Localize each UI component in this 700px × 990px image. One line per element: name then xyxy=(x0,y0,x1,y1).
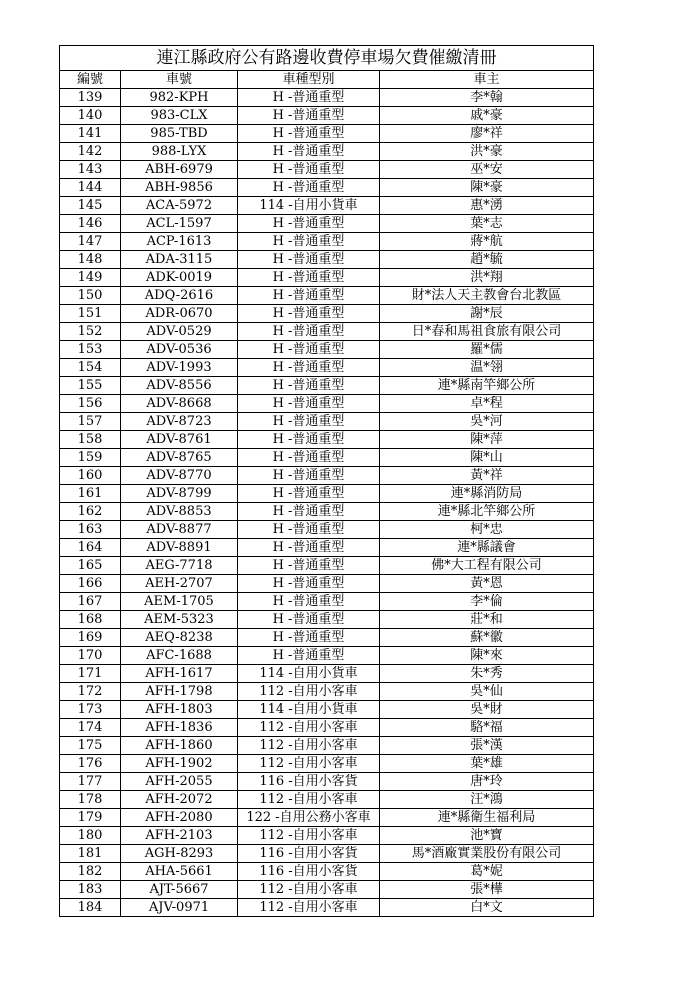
cell-owner: 柯*忠 xyxy=(380,521,594,539)
cell-owner: 連*縣消防局 xyxy=(380,485,594,503)
cell-number: 181 xyxy=(60,845,121,863)
table-row xyxy=(60,755,594,773)
cell-vehicle-type: H -普通重型 xyxy=(238,557,380,575)
cell-owner: 廖*祥 xyxy=(380,125,594,143)
cell-plate: ACA-5972 xyxy=(121,197,238,215)
table-body xyxy=(60,89,594,917)
cell-vehicle-type: H -普通重型 xyxy=(238,611,380,629)
cell-owner: 巫*安 xyxy=(380,161,594,179)
table-row xyxy=(60,719,594,737)
cell-plate: AFH-1860 xyxy=(121,737,238,755)
cell-vehicle-type: 114 -自用小貨車 xyxy=(238,197,380,215)
cell-number: 169 xyxy=(60,629,121,647)
table-row xyxy=(60,107,594,125)
cell-plate: AFH-1798 xyxy=(121,683,238,701)
cell-plate: 988-LYX xyxy=(121,143,238,161)
cell-owner: 連*縣衛生福利局 xyxy=(380,809,594,827)
cell-vehicle-type: 116 -自用小客貨 xyxy=(238,863,380,881)
cell-number: 177 xyxy=(60,773,121,791)
cell-number: 146 xyxy=(60,215,121,233)
cell-plate: AFH-1617 xyxy=(121,665,238,683)
cell-owner: 葉*雄 xyxy=(380,755,594,773)
cell-owner: 吳*財 xyxy=(380,701,594,719)
cell-vehicle-type: H -普通重型 xyxy=(238,359,380,377)
cell-plate: ABH-6979 xyxy=(121,161,238,179)
cell-owner: 陳*來 xyxy=(380,647,594,665)
cell-number: 173 xyxy=(60,701,121,719)
cell-plate: ADK-0019 xyxy=(121,269,238,287)
document-title: 連江縣政府公有路邊收費停車場欠費催繳清冊 xyxy=(60,46,594,71)
cell-number: 174 xyxy=(60,719,121,737)
table-row xyxy=(60,449,594,467)
table-row xyxy=(60,575,594,593)
cell-vehicle-type: 112 -自用小客車 xyxy=(238,827,380,845)
cell-vehicle-type: H -普通重型 xyxy=(238,413,380,431)
cell-owner: 黃*恩 xyxy=(380,575,594,593)
cell-plate: AFH-1803 xyxy=(121,701,238,719)
cell-number: 152 xyxy=(60,323,121,341)
cell-vehicle-type: H -普通重型 xyxy=(238,143,380,161)
cell-plate: AFH-2103 xyxy=(121,827,238,845)
cell-number: 175 xyxy=(60,737,121,755)
cell-number: 140 xyxy=(60,107,121,125)
cell-number: 144 xyxy=(60,179,121,197)
table-row xyxy=(60,413,594,431)
cell-vehicle-type: 112 -自用小客車 xyxy=(238,791,380,809)
table-row xyxy=(60,485,594,503)
cell-plate: AFC-1688 xyxy=(121,647,238,665)
cell-plate: AHA-5661 xyxy=(121,863,238,881)
cell-vehicle-type: H -普通重型 xyxy=(238,503,380,521)
table-row xyxy=(60,845,594,863)
cell-owner: 蔣*航 xyxy=(380,233,594,251)
cell-number: 143 xyxy=(60,161,121,179)
cell-owner: 佛*大工程有限公司 xyxy=(380,557,594,575)
cell-number: 164 xyxy=(60,539,121,557)
cell-owner: 惠*湧 xyxy=(380,197,594,215)
cell-vehicle-type: H -普通重型 xyxy=(238,161,380,179)
cell-vehicle-type: H -普通重型 xyxy=(238,395,380,413)
cell-plate: AGH-8293 xyxy=(121,845,238,863)
cell-number: 145 xyxy=(60,197,121,215)
table-row xyxy=(60,143,594,161)
cell-number: 160 xyxy=(60,467,121,485)
cell-vehicle-type: 116 -自用小客貨 xyxy=(238,773,380,791)
table-row xyxy=(60,863,594,881)
header-row xyxy=(60,71,594,89)
cell-owner: 連*縣議會 xyxy=(380,539,594,557)
table-row xyxy=(60,395,594,413)
cell-number: 156 xyxy=(60,395,121,413)
table-row xyxy=(60,701,594,719)
cell-vehicle-type: H -普通重型 xyxy=(238,449,380,467)
cell-owner: 卓*程 xyxy=(380,395,594,413)
cell-plate: ADV-1993 xyxy=(121,359,238,377)
cell-plate: AFH-1902 xyxy=(121,755,238,773)
cell-plate: ACP-1613 xyxy=(121,233,238,251)
cell-owner: 葛*妮 xyxy=(380,863,594,881)
cell-number: 180 xyxy=(60,827,121,845)
cell-plate: ADQ-2616 xyxy=(121,287,238,305)
cell-owner: 温*翎 xyxy=(380,359,594,377)
arrears-table xyxy=(59,45,594,917)
cell-plate: ADV-8877 xyxy=(121,521,238,539)
cell-vehicle-type: H -普通重型 xyxy=(238,287,380,305)
cell-vehicle-type: H -普通重型 xyxy=(238,125,380,143)
cell-number: 159 xyxy=(60,449,121,467)
header-vehicle-type: 車種型別 xyxy=(238,71,380,89)
cell-number: 153 xyxy=(60,341,121,359)
table-row xyxy=(60,215,594,233)
cell-number: 162 xyxy=(60,503,121,521)
table-row xyxy=(60,557,594,575)
cell-plate: ADV-0536 xyxy=(121,341,238,359)
cell-number: 184 xyxy=(60,899,121,917)
arrears-register-sheet xyxy=(59,45,593,917)
cell-vehicle-type: H -普通重型 xyxy=(238,467,380,485)
cell-owner: 池*寶 xyxy=(380,827,594,845)
cell-vehicle-type: 112 -自用小客車 xyxy=(238,719,380,737)
cell-number: 170 xyxy=(60,647,121,665)
cell-owner: 羅*儒 xyxy=(380,341,594,359)
cell-owner: 日*春和馬祖食旅有限公司 xyxy=(380,323,594,341)
table-row xyxy=(60,359,594,377)
cell-number: 161 xyxy=(60,485,121,503)
cell-owner: 駱*福 xyxy=(380,719,594,737)
cell-number: 142 xyxy=(60,143,121,161)
cell-number: 165 xyxy=(60,557,121,575)
table-row xyxy=(60,809,594,827)
cell-plate: 985-TBD xyxy=(121,125,238,143)
cell-vehicle-type: 114 -自用小貨車 xyxy=(238,701,380,719)
cell-plate: AFH-2055 xyxy=(121,773,238,791)
cell-number: 151 xyxy=(60,305,121,323)
cell-plate: ACL-1597 xyxy=(121,215,238,233)
cell-number: 150 xyxy=(60,287,121,305)
cell-vehicle-type: H -普通重型 xyxy=(238,377,380,395)
table-row xyxy=(60,251,594,269)
table-row xyxy=(60,233,594,251)
cell-number: 172 xyxy=(60,683,121,701)
cell-vehicle-type: H -普通重型 xyxy=(238,647,380,665)
table-row xyxy=(60,503,594,521)
cell-owner: 洪*翔 xyxy=(380,269,594,287)
cell-owner: 陳*豪 xyxy=(380,179,594,197)
table-row xyxy=(60,665,594,683)
table-row xyxy=(60,377,594,395)
cell-owner: 吳*仙 xyxy=(380,683,594,701)
table-row xyxy=(60,737,594,755)
cell-number: 163 xyxy=(60,521,121,539)
cell-number: 139 xyxy=(60,89,121,107)
cell-plate: AEM-1705 xyxy=(121,593,238,611)
cell-number: 157 xyxy=(60,413,121,431)
cell-number: 179 xyxy=(60,809,121,827)
table-row xyxy=(60,611,594,629)
cell-plate: ADV-8723 xyxy=(121,413,238,431)
cell-number: 154 xyxy=(60,359,121,377)
cell-owner: 葉*志 xyxy=(380,215,594,233)
cell-owner: 馬*酒廠實業股份有限公司 xyxy=(380,845,594,863)
cell-number: 176 xyxy=(60,755,121,773)
table-row xyxy=(60,791,594,809)
cell-number: 168 xyxy=(60,611,121,629)
cell-vehicle-type: 114 -自用小貨車 xyxy=(238,665,380,683)
cell-number: 158 xyxy=(60,431,121,449)
cell-vehicle-type: H -普通重型 xyxy=(238,233,380,251)
cell-plate: ADA-3115 xyxy=(121,251,238,269)
cell-plate: AJV-0971 xyxy=(121,899,238,917)
cell-number: 148 xyxy=(60,251,121,269)
header-plate: 車號 xyxy=(121,71,238,89)
table-row xyxy=(60,269,594,287)
cell-owner: 洪*豪 xyxy=(380,143,594,161)
cell-number: 178 xyxy=(60,791,121,809)
table-row xyxy=(60,287,594,305)
cell-owner: 李*翰 xyxy=(380,89,594,107)
cell-plate: 983-CLX xyxy=(121,107,238,125)
table-row xyxy=(60,683,594,701)
cell-plate: AEM-5323 xyxy=(121,611,238,629)
cell-number: 166 xyxy=(60,575,121,593)
cell-owner: 李*倫 xyxy=(380,593,594,611)
cell-vehicle-type: H -普通重型 xyxy=(238,341,380,359)
cell-plate: AFH-1836 xyxy=(121,719,238,737)
cell-number: 167 xyxy=(60,593,121,611)
cell-owner: 蘇*徽 xyxy=(380,629,594,647)
table-row xyxy=(60,125,594,143)
cell-owner: 張*樺 xyxy=(380,881,594,899)
cell-owner: 張*漢 xyxy=(380,737,594,755)
cell-vehicle-type: H -普通重型 xyxy=(238,539,380,557)
cell-plate: ADV-8761 xyxy=(121,431,238,449)
table-row xyxy=(60,179,594,197)
cell-owner: 趙*毓 xyxy=(380,251,594,269)
table-row xyxy=(60,647,594,665)
cell-vehicle-type: 112 -自用小客車 xyxy=(238,899,380,917)
cell-owner: 連*縣北竿鄉公所 xyxy=(380,503,594,521)
cell-vehicle-type: 122 -自用公務小客車 xyxy=(238,809,380,827)
cell-vehicle-type: H -普通重型 xyxy=(238,431,380,449)
table-row xyxy=(60,341,594,359)
cell-number: 171 xyxy=(60,665,121,683)
cell-vehicle-type: 112 -自用小客車 xyxy=(238,683,380,701)
cell-plate: ADV-8668 xyxy=(121,395,238,413)
cell-vehicle-type: H -普通重型 xyxy=(238,521,380,539)
cell-vehicle-type: 112 -自用小客車 xyxy=(238,881,380,899)
cell-plate: AEQ-8238 xyxy=(121,629,238,647)
cell-plate: ADV-8770 xyxy=(121,467,238,485)
cell-owner: 白*文 xyxy=(380,899,594,917)
cell-owner: 陳*萍 xyxy=(380,431,594,449)
cell-number: 147 xyxy=(60,233,121,251)
cell-owner: 莊*和 xyxy=(380,611,594,629)
table-row xyxy=(60,593,594,611)
cell-owner: 陳*山 xyxy=(380,449,594,467)
cell-plate: AFH-2080 xyxy=(121,809,238,827)
table-row xyxy=(60,773,594,791)
cell-vehicle-type: H -普通重型 xyxy=(238,629,380,647)
cell-number: 155 xyxy=(60,377,121,395)
table-row xyxy=(60,323,594,341)
cell-plate: ADR-0670 xyxy=(121,305,238,323)
cell-owner: 謝*辰 xyxy=(380,305,594,323)
table-row xyxy=(60,467,594,485)
cell-plate: ADV-8891 xyxy=(121,539,238,557)
table-row xyxy=(60,89,594,107)
cell-owner: 財*法人天主教會台北教區 xyxy=(380,287,594,305)
table-row xyxy=(60,881,594,899)
cell-number: 141 xyxy=(60,125,121,143)
cell-vehicle-type: H -普通重型 xyxy=(238,107,380,125)
table-row xyxy=(60,827,594,845)
cell-vehicle-type: 112 -自用小客車 xyxy=(238,755,380,773)
table-row xyxy=(60,899,594,917)
cell-vehicle-type: H -普通重型 xyxy=(238,575,380,593)
cell-plate: ADV-8556 xyxy=(121,377,238,395)
cell-plate: ADV-8799 xyxy=(121,485,238,503)
table-row xyxy=(60,521,594,539)
cell-plate: AEG-7718 xyxy=(121,557,238,575)
table-row xyxy=(60,431,594,449)
table-row xyxy=(60,197,594,215)
cell-plate: ADV-8765 xyxy=(121,449,238,467)
cell-vehicle-type: 112 -自用小客車 xyxy=(238,737,380,755)
cell-owner: 汪*鴻 xyxy=(380,791,594,809)
cell-vehicle-type: H -普通重型 xyxy=(238,323,380,341)
cell-plate: ADV-0529 xyxy=(121,323,238,341)
cell-owner: 黃*祥 xyxy=(380,467,594,485)
cell-number: 182 xyxy=(60,863,121,881)
cell-plate: ADV-8853 xyxy=(121,503,238,521)
cell-owner: 朱*秀 xyxy=(380,665,594,683)
cell-vehicle-type: H -普通重型 xyxy=(238,251,380,269)
cell-vehicle-type: H -普通重型 xyxy=(238,593,380,611)
table-row xyxy=(60,629,594,647)
table-row xyxy=(60,161,594,179)
cell-owner: 戚*豪 xyxy=(380,107,594,125)
cell-number: 183 xyxy=(60,881,121,899)
header-number: 編號 xyxy=(60,71,121,89)
cell-vehicle-type: H -普通重型 xyxy=(238,305,380,323)
cell-plate: AJT-5667 xyxy=(121,881,238,899)
cell-plate: ABH-9856 xyxy=(121,179,238,197)
cell-number: 149 xyxy=(60,269,121,287)
cell-owner: 吳*河 xyxy=(380,413,594,431)
cell-owner: 唐*玲 xyxy=(380,773,594,791)
table-row xyxy=(60,539,594,557)
cell-vehicle-type: H -普通重型 xyxy=(238,179,380,197)
header-owner: 車主 xyxy=(380,71,594,89)
cell-vehicle-type: 116 -自用小客貨 xyxy=(238,845,380,863)
cell-plate: AEH-2707 xyxy=(121,575,238,593)
table-row xyxy=(60,305,594,323)
cell-vehicle-type: H -普通重型 xyxy=(238,215,380,233)
cell-vehicle-type: H -普通重型 xyxy=(238,89,380,107)
cell-vehicle-type: H -普通重型 xyxy=(238,269,380,287)
cell-vehicle-type: H -普通重型 xyxy=(238,485,380,503)
cell-plate: 982-KPH xyxy=(121,89,238,107)
cell-plate: AFH-2072 xyxy=(121,791,238,809)
cell-owner: 連*縣南竿鄉公所 xyxy=(380,377,594,395)
